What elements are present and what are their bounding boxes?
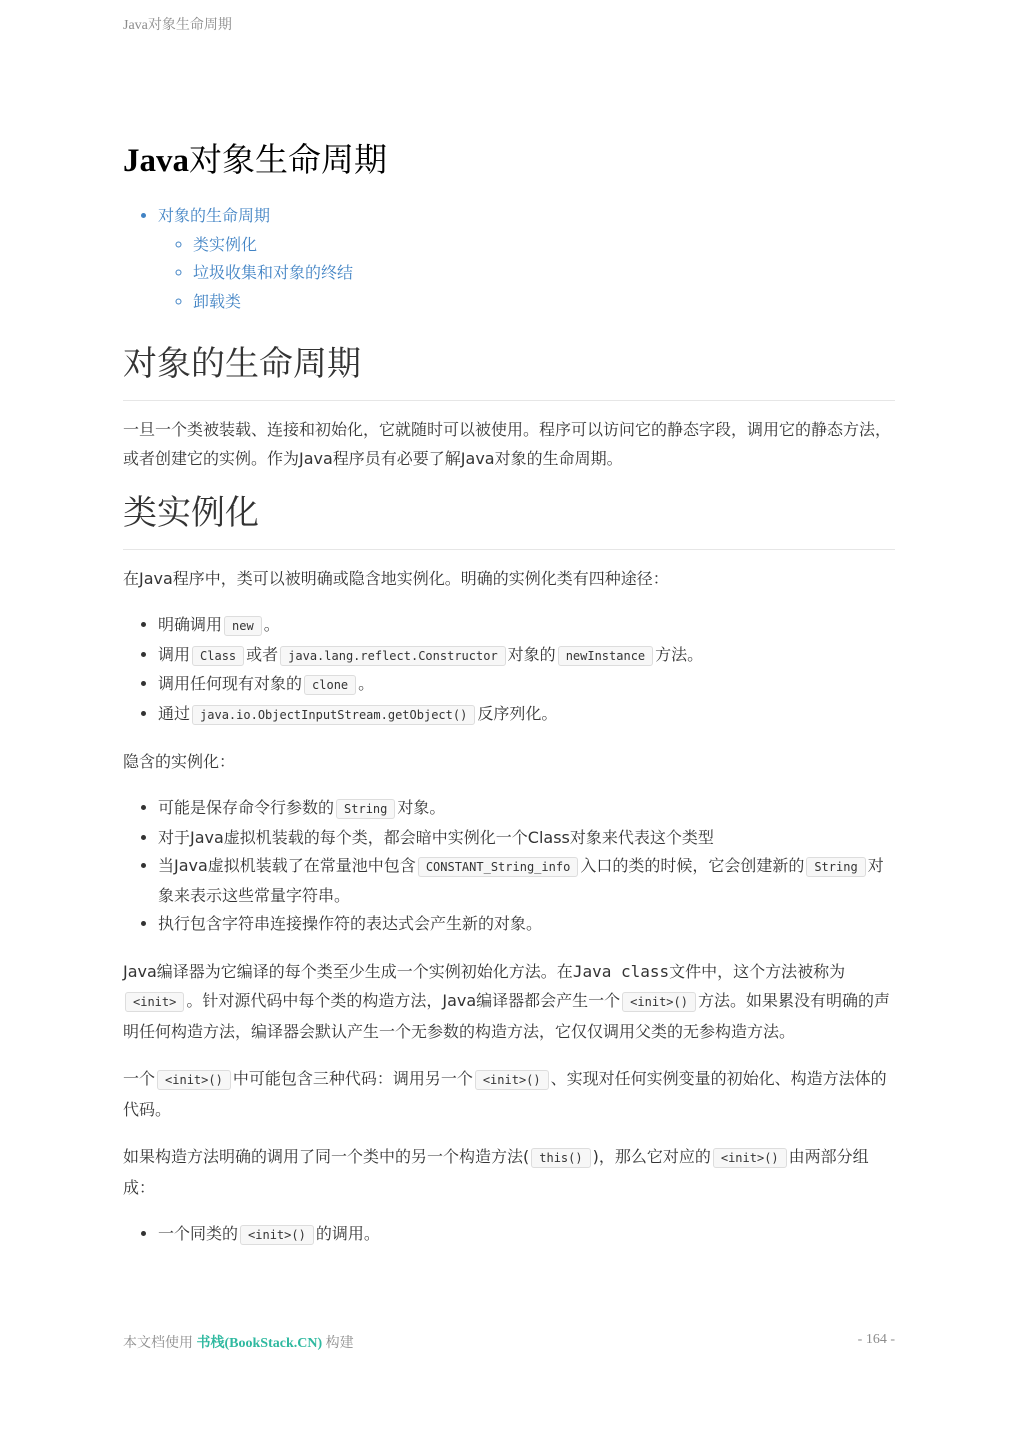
section-heading-instantiation: 类实例化 xyxy=(123,491,895,550)
code-string: String xyxy=(336,799,395,819)
paragraph-init-contents xyxy=(123,1064,895,1124)
footer-brand-link[interactable]: 书栈(BookStack.CN) xyxy=(196,1336,323,1351)
paragraph-text: Java class xyxy=(572,961,670,981)
running-header: Java对象生命周期 xyxy=(123,18,232,33)
code-init-call: <init>() xyxy=(622,992,696,1012)
list-text: 对象的 xyxy=(507,644,556,664)
page-title xyxy=(123,140,895,182)
document-body xyxy=(123,140,895,1267)
toc-link-unload[interactable]: 卸载类 xyxy=(193,291,242,311)
list-text: 一个同类的 xyxy=(158,1223,239,1243)
toc-link-lifecycle[interactable]: 对象的生命周期 xyxy=(158,206,271,225)
list-item xyxy=(158,852,895,910)
list-text: 。 xyxy=(263,615,280,634)
paragraph-text: Java编译器为它编译的每个类至少生成一个实例初始化方法。在 xyxy=(123,961,573,981)
paragraph-text: 如果构造方法明确的调用了同一个类中的另一个构造方法( xyxy=(123,1146,530,1166)
paragraph-text: 。针对源代码中每个类的构造方法，Java编译器都会产生一个 xyxy=(186,990,621,1010)
code-new: new xyxy=(224,616,262,636)
code-class: Class xyxy=(192,646,244,666)
paragraph-init-method xyxy=(123,957,895,1046)
list-text: 调用任何现有对象的 xyxy=(158,674,303,693)
section-heading-lifecycle: 对象的生命周期 xyxy=(123,342,895,401)
toc-item xyxy=(158,202,895,316)
code-this: this() xyxy=(531,1148,590,1168)
list-item xyxy=(158,910,895,939)
list-text: 明确调用 xyxy=(158,615,223,634)
paragraph-text: 、实现对任何实例变量的初始化、构造方法体的代码。 xyxy=(123,1068,887,1119)
page-title-cjk: 对象生命周期 xyxy=(189,143,387,179)
list-text: 执行包含字符串连接操作符的表达式会产生新的对象。 xyxy=(158,914,543,933)
list-text: 方法。 xyxy=(655,644,704,664)
code-clone: clone xyxy=(304,675,356,695)
list-text: 或者 xyxy=(246,644,279,664)
code-getobject: java.io.ObjectInputStream.getObject() xyxy=(192,705,475,725)
code-constant-string-info: CONSTANT_String_info xyxy=(418,857,579,877)
list-item xyxy=(158,794,895,824)
paragraph-instantiation-intro: 在Java程序中，类可以被明确或隐含地实例化。明确的实例化类有四种途径： xyxy=(123,569,669,588)
list-item xyxy=(158,824,895,853)
paragraph-text: 中可能包含三种代码：调用另一个 xyxy=(232,1068,473,1088)
implicit-instantiation-list xyxy=(123,794,895,939)
code-string: String xyxy=(806,857,865,877)
page-number: - 164 - xyxy=(857,1332,895,1347)
list-text: 调用 xyxy=(158,644,191,664)
code-init-call: <init>() xyxy=(475,1070,549,1090)
paragraph-this-call xyxy=(123,1142,895,1202)
toc-link-instantiation[interactable]: 类实例化 xyxy=(193,234,258,254)
footer-suffix: 构建 xyxy=(325,1336,354,1351)
list-text: 入口的类的时候，它会创建新的 xyxy=(580,856,805,875)
list-item xyxy=(158,611,895,641)
footer-prefix: 本文档使用 xyxy=(123,1336,193,1351)
list-text: 反序列化。 xyxy=(477,703,558,723)
code-constructor: java.lang.reflect.Constructor xyxy=(280,646,506,666)
list-text: 可能是保存命令行参数的 xyxy=(158,798,335,817)
toc-link-gc[interactable]: 垃圾收集和对象的终结 xyxy=(193,263,354,282)
paragraph-text: 方法。如果累没有明确的声明任何构造方法，编译器会默认产生一个无参数的构造方法，它仅仅调用父类的无参构造方法。 xyxy=(123,990,890,1041)
paragraph-lifecycle: 一旦一个类被装载、连接和初始化，它就随时可以被使用。程序可以访问它的静态字段，调用它的静态方法，或者创建它的实例。作为Java程序员有必要了解Java对象的生命周期。 xyxy=(123,420,892,468)
list-item xyxy=(158,700,895,730)
paragraph-implicit-label: 隐含的实例化： xyxy=(123,752,236,771)
paragraph-text: 一个 xyxy=(123,1068,156,1088)
toc-item xyxy=(193,259,895,288)
code-init-call: <init>() xyxy=(157,1070,231,1090)
list-text: 对象来表示这些常量字符串。 xyxy=(158,856,884,905)
toc-item xyxy=(193,231,895,260)
paragraph-text: 由两部分组成： xyxy=(123,1146,869,1197)
list-item xyxy=(158,1220,895,1250)
list-text: 对象。 xyxy=(397,798,446,817)
toc-item xyxy=(193,288,895,317)
code-newinstance: newInstance xyxy=(558,646,653,666)
list-text: 对于Java虚拟机装载的每个类，都会暗中实例化一个Class对象来代表这个类型 xyxy=(158,827,714,847)
page-title-latin: Java xyxy=(123,143,189,179)
code-init-call: <init>() xyxy=(713,1148,787,1168)
list-item xyxy=(158,641,895,671)
explicit-instantiation-list xyxy=(123,611,895,729)
paragraph-text: 文件中，这个方法被称为 xyxy=(669,961,846,981)
page-footer xyxy=(123,1332,895,1352)
init-parts-list xyxy=(123,1220,895,1250)
list-text: 当Java虚拟机装载了在常量池中包含 xyxy=(158,856,416,875)
list-text: 。 xyxy=(358,674,375,693)
table-of-contents xyxy=(123,202,895,316)
code-init: <init> xyxy=(125,992,184,1012)
list-text: 通过 xyxy=(158,703,191,723)
paragraph-text: )，那么它对应的 xyxy=(592,1146,711,1166)
list-item xyxy=(158,670,895,700)
code-init-call: <init>() xyxy=(240,1225,314,1245)
list-text: 的调用。 xyxy=(315,1223,380,1243)
